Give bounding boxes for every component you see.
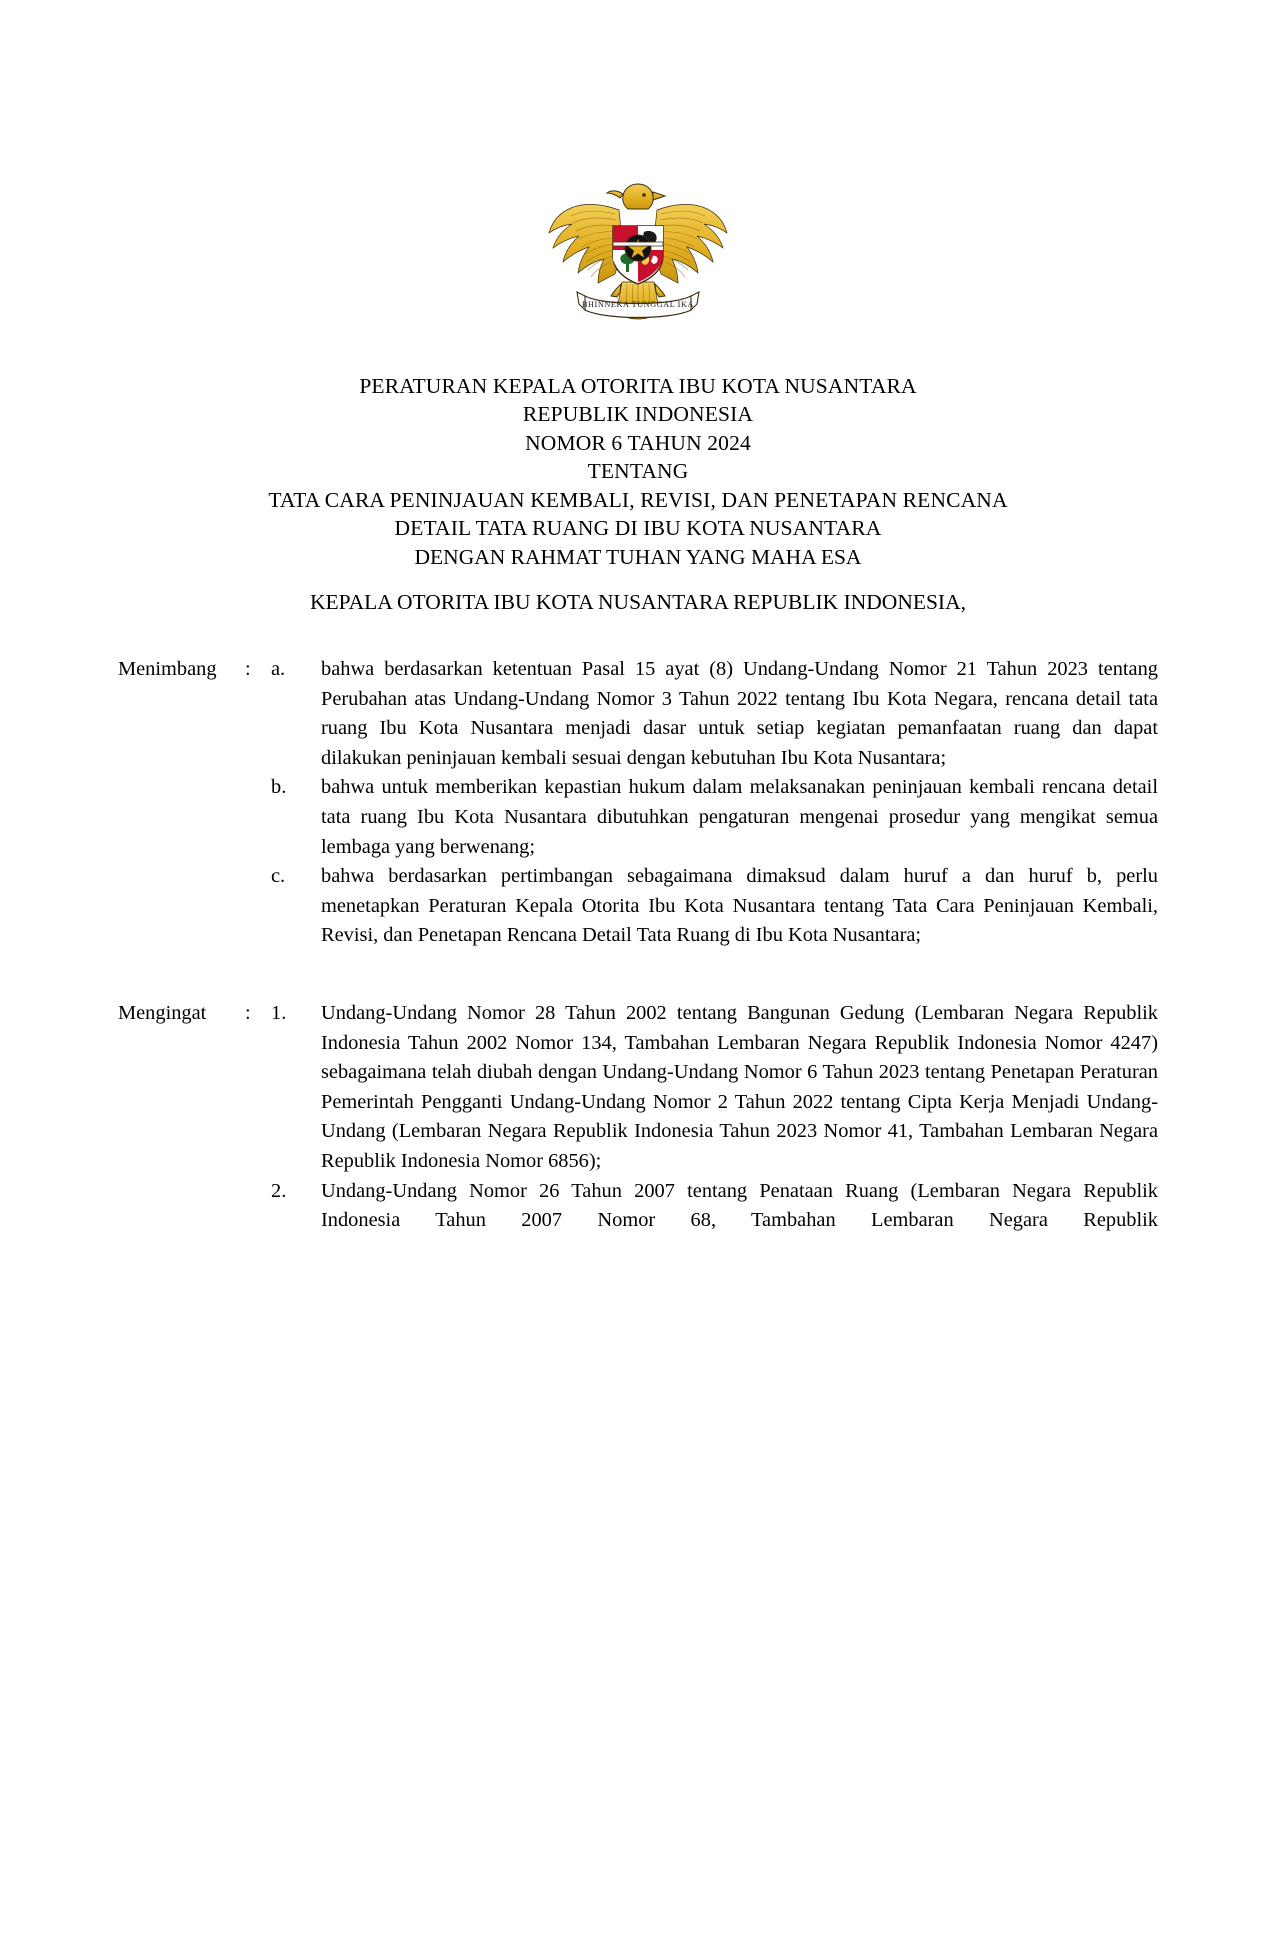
clause-label-menimbang: Menimbang [118, 658, 217, 680]
item-marker: 2. [271, 1179, 287, 1202]
title-line-2: REPUBLIK INDONESIA [522, 402, 754, 427]
item-marker: c. [271, 865, 286, 888]
title-line-6: DETAIL TATA RUANG DI IBU KOTA NUSANTARA [394, 516, 882, 541]
document-title-block [0, 372, 1276, 542]
title-line-5: TATA CARA PENINJAUAN KEMBALI, REVISI, DAN PENETAPAN RENCANA [268, 487, 1008, 512]
item-text: Undang-Undang Nomor 26 Tahun 2007 tentang Penataan Ruang (Lembaran Negara Republik Indonesia Tahun 2007 Nomor 68, Tambahan Lembaran Negara Republik [321, 1179, 1158, 1232]
clause-menimbang [118, 655, 1158, 951]
title-line-4: TENTANG [587, 459, 689, 484]
title-line-1: PERATURAN KEPALA OTORITA IBU KOTA NUSANTARA [359, 374, 917, 398]
list-item [271, 773, 1158, 862]
item-marker: b. [271, 776, 287, 799]
document-body [118, 655, 1158, 1236]
preamble-spacer [0, 571, 1276, 588]
clause-label-mengingat: Mengingat [118, 1001, 207, 1024]
preamble-blessing: DENGAN RAHMAT TUHAN YANG MAHA ESA [414, 545, 862, 569]
item-text: bahwa berdasarkan ketentuan Pasal 15 ayat (8) Undang-Undang Nomor 21 Tahun 2023 tentang Perubahan atas Undang-Undang Nomor 3 Tahun 2022 tentang Ibu Kota Negara, rencana detail tata ruang Ibu Kota Nusantara menjadi dasar untuk setiap kegiatan pemanfaatan ruang dan dapat dilakukan peninjauan kembali sesuai dengan kebutuhan Ibu Kota Nusantara; [321, 658, 1158, 769]
preamble-block [0, 543, 1276, 617]
item-text: Undang-Undang Nomor 28 Tahun 2002 tentang Bangunan Gedung (Lembaran Negara Republik Indonesia Tahun 2002 Nomor 134, Tambahan Lembaran Negara Republik Indonesia Nomor 4247) sebagaimana telah diubah dengan Undang-Undang Nomor 6 Tahun 2023 tentang Penetapan Peraturan Pemerintah Pengganti Undang-Undang Nomor 2 Tahun 2022 tentang Cipta Kerja Menjadi Undang-Undang (Lembaran Negara Republik Indonesia Tahun 2023 Nomor 41, Tambahan Lembaran Negara Republik Indonesia Nomor 6856); [321, 1001, 1158, 1172]
motto-text: BHINNEKA TUNGGAL IKA [581, 300, 695, 309]
list-item [271, 862, 1158, 951]
list-item [271, 655, 1158, 773]
list-item [271, 999, 1158, 1177]
item-text: bahwa untuk memberikan kepastian hukum dalam melaksanakan peninjauan kembali rencana detail tata ruang Ibu Kota Nusantara dibutuhkan pengaturan mengenai prosedur yang mengikat semua lembaga yang berwenang; [321, 776, 1158, 858]
preamble-issuer: KEPALA OTORITA IBU KOTA NUSANTARA REPUBLIK INDONESIA, [310, 590, 966, 615]
clause-colon-menimbang: : [245, 658, 251, 680]
item-text: bahwa berdasarkan pertimbangan sebagaimana dimaksud dalam huruf a dan huruf b, perlu menetapkan Peraturan Kepala Otorita Ibu Kota Nusantara tentang Tata Cara Peninjauan Kembali, Revisi, dan Penetapan Rencana Detail Tata Ruang di Ibu Kota Nusantara; [321, 865, 1158, 947]
garuda-pancasila-icon [543, 170, 733, 330]
clause-colon-mengingat: : [245, 1001, 251, 1024]
list-item [271, 1177, 1158, 1236]
clause-items-menimbang [271, 655, 1158, 951]
emblem-container [0, 170, 1276, 330]
clause-mengingat [118, 999, 1158, 1236]
item-marker: 1. [271, 1001, 287, 1024]
title-line-3: NOMOR 6 TAHUN 2024 [525, 430, 751, 455]
clause-items-mengingat [271, 999, 1158, 1236]
item-marker: a. [271, 658, 286, 680]
